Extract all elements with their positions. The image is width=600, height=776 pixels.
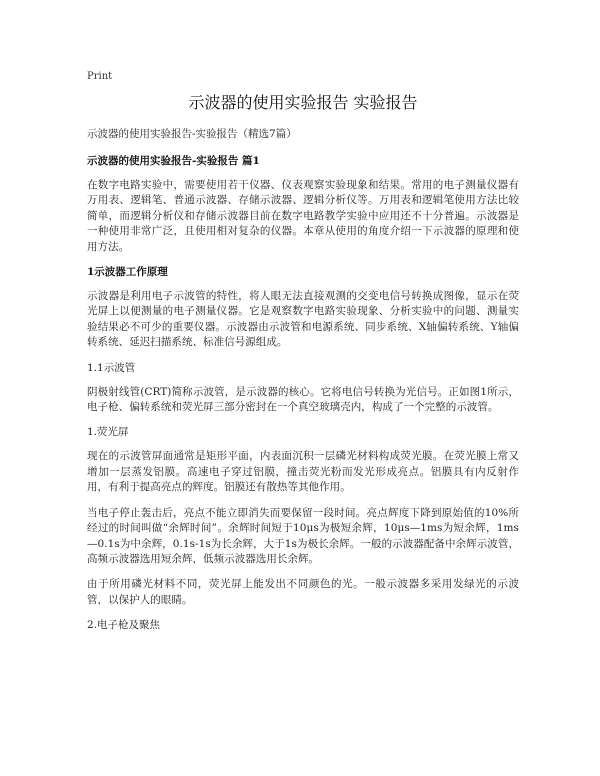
screen-paragraph-1: 现在的示波管屏面通常是矩形平面，内表面沉积一层磷光材料构成荧光膜。在荧光膜上常又增加一层蒸发铝膜。高速电子穿过铝膜，撞击荧光粉而发光形成亮点。铝膜具有内反射作用，有利于提高亮点的辉度。铝膜还有散热等其他作用。: [87, 450, 519, 494]
gun-heading: 2.电子枪及聚焦: [87, 619, 161, 632]
document-page: [87, 70, 519, 642]
screen-paragraph-2: 当电子停止轰击后，亮点不能立即消失而要保留一段时间。亮点辉度下降到原始值的10%所经过的时间叫做“余辉时间”。余辉时间短于10μs为极短余辉，10μs—1ms为短余辉，1ms—0.1s为中余辉，0.1s-1s为长余辉，大于1s为极长余辉。一般的示波器配备中余辉示波管，高频示波器选用短余辉，低频示波器选用长余辉。: [87, 506, 519, 565]
tube-paragraph: 阴极射线管(CRT)简称示波管，是示波器的核心。它将电信号转换为光信号。正如图1所示，电子枪、偏转系统和荧光屏三部分密封在一个真空玻璃壳内，构成了一个完整的示波管。: [87, 385, 519, 414]
section-heading: 示波器的使用实验报告-实验报告 篇1: [87, 155, 260, 167]
intro-paragraph: 在数字电路实验中，需要使用若干仪器、仪表观察实验现象和结果。常用的电子测量仪器有万用表、逻辑笔、普通示波器、存储示波器、逻辑分析仪等。万用表和逻辑笔使用方法比较简单，而逻辑分析仪和存储示波器目前在数字电路教学实验中应用还不十分普遍。示波器是一种使用非常广泛，且使用相对复杂的仪器。本章从使用的角度介绍一下示波器的原理和使用方法。: [87, 179, 519, 253]
tube-heading: 1.1示波管: [87, 361, 136, 374]
principle-heading: 1示波器工作原理: [87, 266, 168, 279]
principle-paragraph: 示波器是利用电子示波管的特性，将人眼无法直接观测的交变电信号转换成图像，显示在荧光屏上以便测量的电子测量仪器。它是观察数字电路实验现象、分析实验中的问题、测量实验结果必不可少的重要仪器。示波器由示波管和电源系统、同步系统、X轴偏转系统、Y轴偏转系统、延迟扫描系统、标准信号源组成。: [87, 290, 519, 349]
screen-paragraph-3: 由于所用磷光材料不同，荧光屏上能发出不同颜色的光。一般示波器多采用发绿光的示波管，以保护人的眼睛。: [87, 578, 519, 606]
document-subtitle: 示波器的使用实验报告-实验报告（精选7篇）: [87, 128, 297, 140]
print-label[interactable]: Print: [87, 71, 113, 82]
page-title: 示波器的使用实验报告 实验报告: [188, 93, 418, 112]
screen-heading: 1.荧光屏: [87, 426, 129, 439]
